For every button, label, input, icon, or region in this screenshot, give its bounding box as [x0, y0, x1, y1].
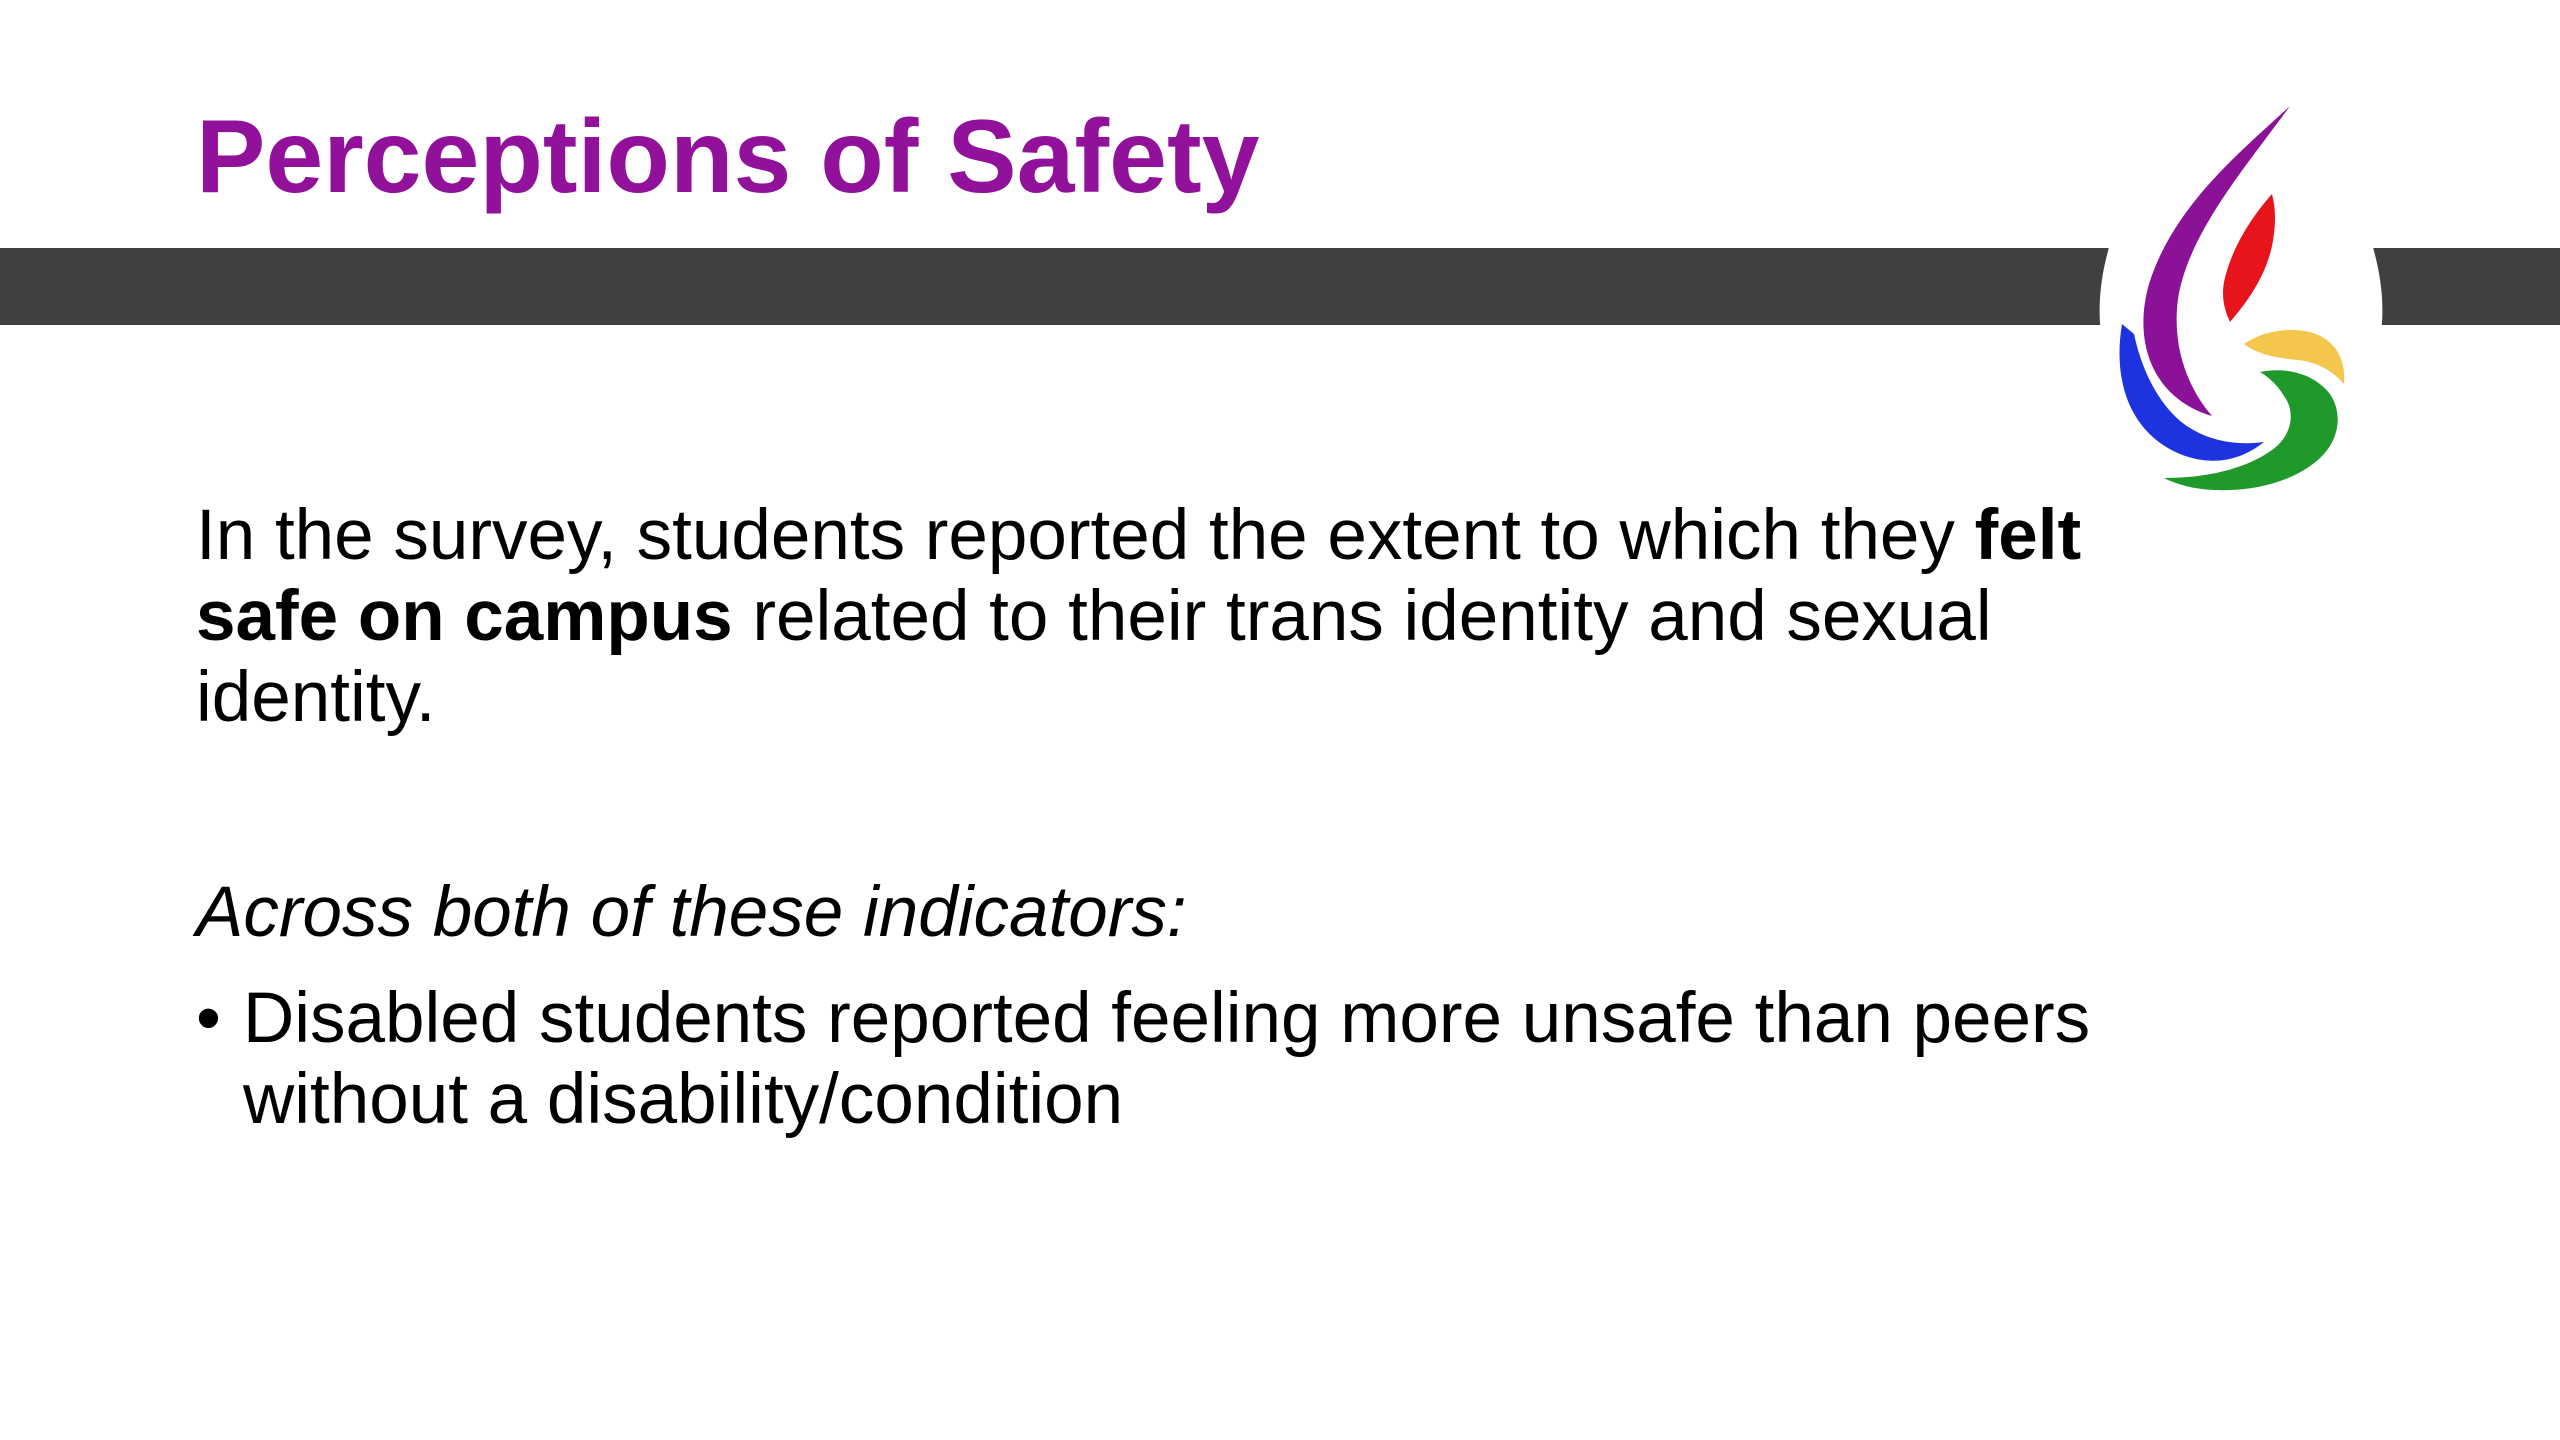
intro-text-end: related to their trans identity and sexual identity.	[196, 577, 1992, 737]
bullet-marker: •	[196, 979, 221, 1058]
bullet-text: Disabled students reported feeling more unsafe than peers without a disability/condition	[243, 979, 2091, 1139]
slide-body	[196, 495, 2096, 1140]
intro-paragraph	[196, 495, 2096, 738]
subheading: Across both of these indicators:	[196, 873, 1187, 952]
intro-emphasis: felt safe on campus	[196, 496, 2082, 656]
slide-title: Perceptions of Safety	[196, 99, 1260, 215]
bullet-list	[196, 978, 2096, 1140]
intro-text-start: In the survey, students reported the extent to which they	[196, 496, 1975, 575]
flame-logo-icon	[2094, 94, 2394, 514]
list-item	[196, 978, 2143, 1140]
